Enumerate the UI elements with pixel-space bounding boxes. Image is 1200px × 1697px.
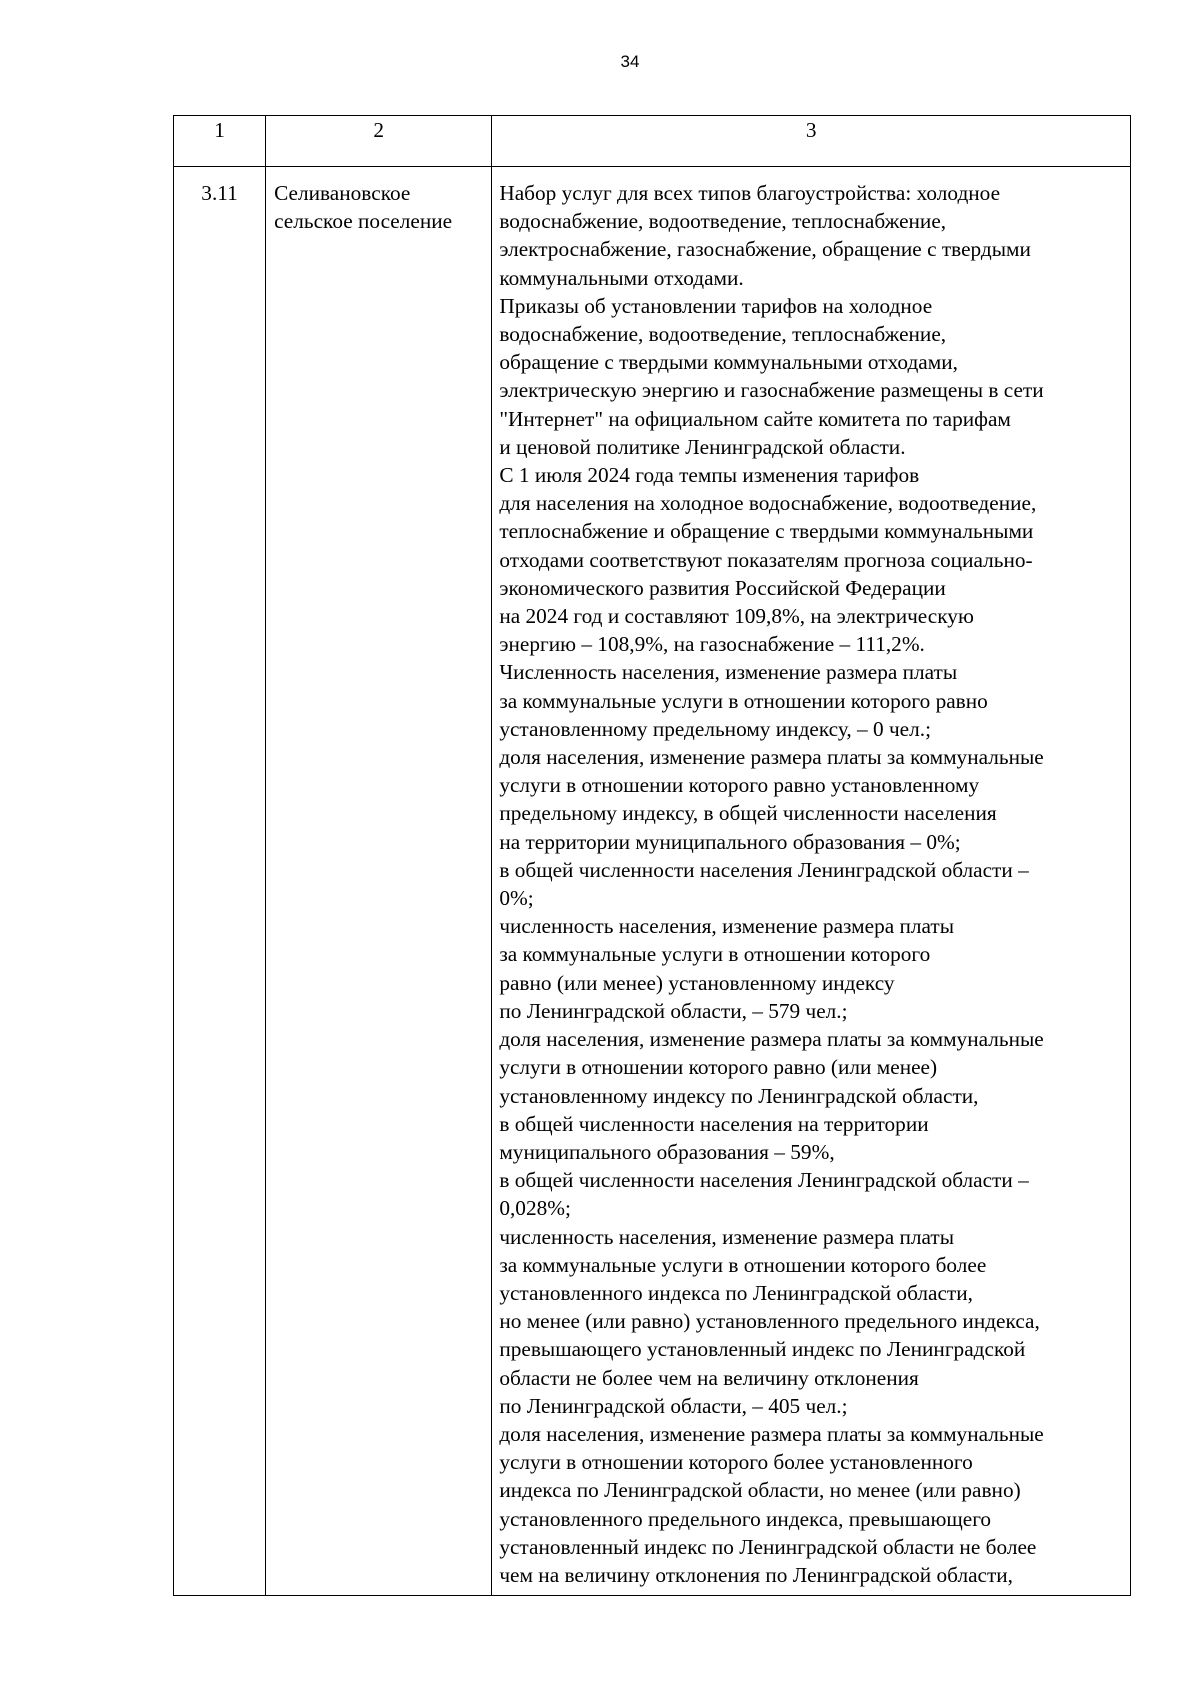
- description-line: Набор услуг для всех типов благоустройства: холодное: [499, 181, 1001, 205]
- description-line: Численность населения, изменение размера платы: [499, 660, 958, 685]
- description-line: установленного индекса по Ленинградской области,: [499, 1280, 973, 1305]
- description-line: но менее (или равно) установленного предельного индекса,: [499, 1309, 1040, 1334]
- settlement-name-line: сельское поселение: [274, 209, 453, 234]
- description-line: С 1 июля 2024 года темпы изменения тарифов: [499, 463, 920, 488]
- description-line: в общей численности населения на территории: [499, 1111, 929, 1136]
- description-line: водоснабжение, водоотведение, теплоснабжение,: [499, 322, 947, 347]
- description-line: индекса по Ленинградской области, но менее (или равно): [499, 1478, 1021, 1503]
- description-line: установленному предельному индексу, – 0 чел.;: [499, 716, 931, 741]
- description-line: обращение с твердыми коммунальными отходами,: [499, 350, 958, 375]
- description-line: "Интернет" на официальном сайте комитета по тарифам: [499, 406, 1011, 431]
- description-line: услуги в отношении которого более установленного: [499, 1450, 973, 1475]
- settlement-name-line: Селивановское: [274, 181, 411, 205]
- description-line: муниципального образования – 59%,: [499, 1139, 835, 1164]
- description-line: доля населения, изменение размера платы за коммунальные: [499, 745, 1044, 770]
- description-line: установленного предельного индекса, превышающего: [499, 1506, 992, 1531]
- header-cell-2: 2: [266, 116, 492, 167]
- description-line: 0,028%;: [499, 1196, 571, 1221]
- description-line: на 2024 год и составляют 109,8%, на электрическую: [499, 604, 974, 629]
- description-line: доля населения, изменение размера платы за коммунальные: [499, 1027, 1044, 1052]
- description-line: за коммунальные услуги в отношении которого более: [499, 1252, 987, 1277]
- description-line: и ценовой политике Ленинградской области.: [499, 434, 906, 459]
- description-line: для населения на холодное водоснабжение, водоотведение,: [499, 491, 1037, 516]
- data-table: [173, 115, 1131, 1596]
- description-line: электроснабжение, газоснабжение, обращение с твердыми: [499, 237, 1031, 262]
- description-line: коммунальными отходами.: [499, 265, 744, 290]
- description-line: по Ленинградской области, – 579 чел.;: [499, 998, 848, 1023]
- description-line: 0%;: [499, 886, 534, 911]
- description-line: установленному индексу по Ленинградской области,: [499, 1083, 979, 1108]
- description-line: Приказы об установлении тарифов на холодное: [499, 293, 933, 318]
- description-line: на территории муниципального образования – 0%;: [499, 829, 961, 854]
- description-line: водоснабжение, водоотведение, теплоснабжение,: [499, 209, 947, 234]
- description-line: численность населения, изменение размера платы: [499, 1224, 955, 1249]
- description-line: предельному индексу, в общей численности населения: [499, 801, 997, 826]
- description-line: услуги в отношении которого равно установленному: [499, 773, 980, 798]
- page-number: 34: [620, 52, 640, 71]
- description-line: за коммунальные услуги в отношении которого: [499, 942, 931, 967]
- table-header-row: [174, 116, 1131, 167]
- description-line: доля населения, изменение размера платы за коммунальные: [499, 1421, 1044, 1446]
- table-row: [174, 167, 1131, 1596]
- header-cell-3: 3: [492, 116, 1131, 167]
- description-line: экономического развития Российской Федерации: [499, 575, 946, 600]
- description-line: в общей численности населения Ленинградской области –: [499, 1168, 1029, 1193]
- description-line: теплоснабжение и обращение с твердыми коммунальными: [499, 519, 1034, 544]
- row-number-cell: 3.11: [174, 167, 266, 1596]
- description-line: за коммунальные услуги в отношении которого равно: [499, 688, 988, 713]
- description-cell: [492, 167, 1131, 1596]
- description-line: превышающего установленный индекс по Ленинградской: [499, 1337, 1026, 1362]
- description-line: установленный индекс по Ленинградской области не более: [499, 1534, 1037, 1559]
- description-line: численность населения, изменение размера платы: [499, 914, 955, 939]
- description-line: по Ленинградской области, – 405 чел.;: [499, 1393, 848, 1418]
- description-line: области не более чем на величину отклонения: [499, 1365, 919, 1390]
- description-line: энергию – 108,9%, на газоснабжение – 111,2%.: [499, 632, 925, 657]
- description-line: в общей численности населения Ленинградской области –: [499, 857, 1029, 882]
- description-line: электрическую энергию и газоснабжение размещены в сети: [499, 378, 1044, 403]
- description-line: чем на величину отклонения по Ленинградской области,: [499, 1562, 1014, 1587]
- description-line: равно (или менее) установленному индексу: [499, 970, 895, 995]
- settlement-name-cell: [266, 167, 492, 1596]
- header-cell-1: 1: [174, 116, 266, 167]
- description-line: услуги в отношении которого равно (или менее): [499, 1055, 938, 1080]
- description-line: отходами соответствуют показателям прогноза социально-: [499, 547, 1033, 572]
